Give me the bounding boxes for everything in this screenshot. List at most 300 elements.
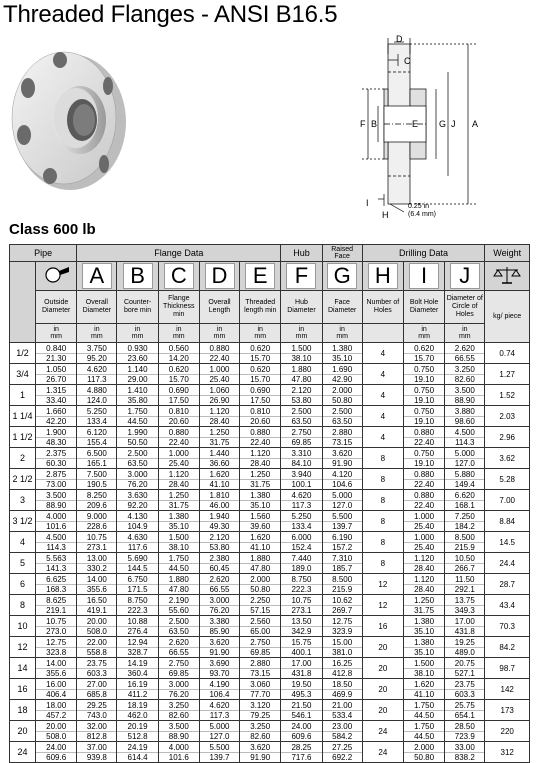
dimension-cell: 3.250 82.60 [158,700,199,721]
dimension-cell: 0.880 22.40 [240,427,281,448]
dimension-cell: 2.500 63.50 [322,406,362,427]
dimension-cell: 1.750 44.50 [403,721,444,742]
letter-f: F [281,262,322,291]
column-label: Threaded length min [240,291,281,324]
weight-cell: 70.3 [485,616,530,637]
dimension-cell: 4.000 101.6 [36,511,77,532]
dimension-cell: 20.00 508.0 [36,721,77,742]
dimension-cell: 5.250 133.4 [281,511,322,532]
weight-cell: 0.74 [485,343,530,364]
dimension-cell: 1.120 28.40 [199,406,239,427]
dimension-cell: 1.140 29.00 [117,364,158,385]
pipe-size-cell: 8 [10,595,36,616]
number-of-holes-cell: 12 [362,595,403,616]
dimension-cell: 1.250 31.75 [199,427,239,448]
letter-d: D [199,262,239,291]
dimension-cell: 6.620 168.1 [445,490,485,511]
weight-cell: 1.27 [485,364,530,385]
dimension-cell: 15.00 381.0 [322,637,362,658]
dimension-cell: 1.940 49.30 [199,511,239,532]
diagram-note-mm: (6.4 mm) [408,211,436,218]
dimension-cell: 2.875 73.00 [36,469,77,490]
dimension-cell: 24.19 614.4 [117,742,158,763]
dimension-cell: 4.620 117.3 [281,490,322,511]
table-row [10,385,530,406]
dim-label-e: E [412,119,419,129]
weight-cell: 3.62 [485,448,530,469]
dimension-cell: 3.620 91.90 [322,448,362,469]
dimension-cell: 1.500 38.10 [281,343,322,364]
dim-label-c: C [404,56,411,66]
dimension-cell: 1.880 47.80 [281,364,322,385]
dimension-cell: 1.990 50.50 [117,427,158,448]
dimension-cell: 3.690 93.70 [199,658,239,679]
dimension-cell: 3.250 82.60 [240,721,281,742]
dimension-cell: 13.50 342.9 [281,616,322,637]
dimension-cell: 2.500 63.50 [117,448,158,469]
dimension-cell: 3.940 100.1 [281,469,322,490]
dimension-cell: 16.19 411.2 [117,679,158,700]
dimension-cell: 28.50 723.9 [445,721,485,742]
dimension-cell: 18.00 457.2 [36,700,77,721]
dimension-cell: 0.750 19.10 [403,364,444,385]
table-row [10,427,530,448]
weight-cell: 14.5 [485,532,530,553]
dimension-cell: 0.750 19.10 [403,385,444,406]
dimension-cell: 0.880 22.40 [158,427,199,448]
dimension-cell: 2.380 60.45 [199,553,239,574]
dimension-cell: 0.880 22.40 [403,469,444,490]
dimension-cell: 1.250 31.75 [403,595,444,616]
dimension-cell: 10.62 269.7 [322,595,362,616]
dimension-cell: 3.000 76.20 [117,469,158,490]
table-row [10,595,530,616]
dimension-cell: 23.75 603.3 [77,658,117,679]
column-label: Number of Holes [362,291,403,324]
weight-cell: 142 [485,679,530,700]
table-row [10,343,530,364]
column-label: Flange Thickness min [158,291,199,324]
number-of-holes-cell: 12 [362,574,403,595]
dimension-cell: 13.75 349.3 [445,595,485,616]
dimension-cell: 6.190 157.2 [322,532,362,553]
dimension-cell: 3.620 91.90 [199,637,239,658]
dimension-cell: 0.750 19.10 [403,448,444,469]
dimension-cell: 6.750 171.5 [117,574,158,595]
dimension-cell: 18.19 462.0 [117,700,158,721]
dimension-cell: 16.50 419.1 [77,595,117,616]
dimension-cell: 8.625 219.1 [36,595,77,616]
dimension-cell: 1.440 36.60 [199,448,239,469]
dimension-cell: 1.660 42.20 [36,406,77,427]
dimension-cell: 1.880 47.80 [240,553,281,574]
dimension-cell: 20.75 527.1 [445,658,485,679]
table-row [10,574,530,595]
dim-label-h: H [382,210,389,220]
dimension-cell: 2.620 66.55 [199,574,239,595]
letter-i: I [403,262,444,291]
dimension-cell: 1.750 44.50 [117,406,158,427]
letter-a: A [77,262,117,291]
dimension-cell: 10.50 266.7 [445,553,485,574]
dimension-cell: 16.00 406.4 [36,679,77,700]
dimension-cell: 13.00 330.2 [77,553,117,574]
group-pipe: Pipe [10,245,77,262]
number-of-holes-cell: 4 [362,385,403,406]
group-flange-data: Flange Data [77,245,281,262]
dimension-cell: 25.75 654.1 [445,700,485,721]
dimension-cell: 1.880 47.80 [158,574,199,595]
dimension-cell: 0.880 22.40 [403,427,444,448]
dimension-cell: 1.380 35.10 [322,343,362,364]
flange-spec-table [9,244,530,763]
weight-cell: 312 [485,742,530,763]
dimension-cell: 1.380 35.10 [158,511,199,532]
column-label: Counter- bore min [117,291,158,324]
dimension-cell: 21.50 546.1 [281,700,322,721]
group-drilling-data: Drilling Data [362,245,485,262]
dimension-cell: 0.750 19.10 [403,406,444,427]
class-title: Class 600 lb [9,221,96,238]
column-label: Diameter of Circle of Holes [445,291,485,324]
weight-cell: 28.7 [485,574,530,595]
weight-cell: 2.96 [485,427,530,448]
dimension-cell: 1.380 35.10 [403,637,444,658]
number-of-holes-cell: 8 [362,532,403,553]
dimension-cell: 10.75 273.0 [36,616,77,637]
pipe-size-cell: 4 [10,532,36,553]
table-row [10,448,530,469]
pipe-size-cell: 18 [10,700,36,721]
column-unit: in mm [240,324,281,343]
dimension-cell: 1.120 28.40 [403,574,444,595]
number-of-holes-cell: 4 [362,406,403,427]
dimension-cell: 28.25 717.6 [281,742,322,763]
dimension-cell: 14.19 360.4 [117,658,158,679]
weight-cell: 7.00 [485,490,530,511]
dimension-cell: 0.620 15.70 [240,343,281,364]
dimension-cell: 2.120 53.80 [199,532,239,553]
pipe-size-cell: 10 [10,616,36,637]
dim-label-i: I [366,198,369,208]
dimension-cell: 19.50 495.3 [281,679,322,700]
dimension-cell: 1.315 33.40 [36,385,77,406]
dimension-cell: 37.00 939.8 [77,742,117,763]
letter-g: G [322,262,362,291]
dimension-cell: 0.810 20.60 [158,406,199,427]
dimension-cell: 1.410 35.80 [117,385,158,406]
weight-cell: 43.4 [485,595,530,616]
dimension-cell: 7.500 190.5 [77,469,117,490]
dimension-cell: 23.00 584.2 [322,721,362,742]
weight-cell: 220 [485,721,530,742]
dimension-cell: 2.750 69.85 [240,637,281,658]
number-of-holes-cell: 20 [362,679,403,700]
dimension-cell: 1.050 26.70 [36,364,77,385]
dimension-cell: 5.500 139.7 [199,742,239,763]
number-of-holes-cell: 4 [362,364,403,385]
dim-label-f: F [360,119,366,129]
dimension-cell: 1.000 25.40 [199,364,239,385]
letter-b: B [117,262,158,291]
dimension-cell: 4.620 117.3 [199,700,239,721]
dimension-cell: 0.840 21.30 [36,343,77,364]
number-of-holes-cell: 8 [362,511,403,532]
dimension-cell: 4.630 117.6 [117,532,158,553]
dimension-cell: 5.000 127.0 [199,721,239,742]
column-label: Bolt Hole Diameter [403,291,444,324]
dimension-cell: 2.620 66.55 [445,343,485,364]
table-row [10,406,530,427]
dimension-cell: 2.500 63.50 [158,616,199,637]
weight-unit-header: kg/ piece [485,291,530,343]
dimension-cell: 0.810 20.60 [240,406,281,427]
diagram-note-in: 0.25 in [408,203,430,210]
dimension-cell: 1.060 26.90 [199,385,239,406]
pipe-size-cell: 1 1/4 [10,406,36,427]
dimension-cell: 27.00 685.8 [77,679,117,700]
pipe-wrench-icon [36,262,77,291]
column-label: Face Diameter [322,291,362,324]
pipe-size-cell: 1/2 [10,343,36,364]
dimension-cell: 3.500 88.90 [36,490,77,511]
dimension-cell: 5.000 127.0 [445,448,485,469]
column-unit: in mm [77,324,117,343]
table-row [10,616,530,637]
table-row [10,721,530,742]
group-hub: Hub [281,245,322,262]
column-unit: in mm [36,324,77,343]
number-of-holes-cell: 8 [362,490,403,511]
pipe-size-cell: 5 [10,553,36,574]
dimension-cell: 2.000 50.80 [240,574,281,595]
dimension-cell: 6.500 165.1 [77,448,117,469]
letter-c: C [158,262,199,291]
dimension-cell: 6.000 152.4 [281,532,322,553]
letter-j: J [445,262,485,291]
table-row [10,469,530,490]
dimension-cell: 3.310 84.10 [281,448,322,469]
dimension-cell: 20.00 508.0 [77,616,117,637]
dimension-cell: 12.75 323.9 [322,616,362,637]
weight-cell: 8.84 [485,511,530,532]
dimension-cell: 4.130 104.9 [117,511,158,532]
weight-cell: 98.7 [485,658,530,679]
number-of-holes-cell: 24 [362,742,403,763]
dimension-cell: 27.25 692.2 [322,742,362,763]
dimension-cell: 19.25 489.0 [445,637,485,658]
dimension-cell: 8.750 222.3 [281,574,322,595]
pipe-size-cell: 12 [10,637,36,658]
table-row [10,553,530,574]
table-row [10,637,530,658]
dimension-cell: 0.620 15.70 [403,343,444,364]
dim-label-d: D [396,34,403,44]
dimension-cell: 3.000 76.20 [158,679,199,700]
dimension-cell: 1.000 25.40 [403,511,444,532]
number-of-holes-cell: 8 [362,448,403,469]
dim-label-g: G [439,119,447,129]
dimension-cell: 4.500 114.3 [36,532,77,553]
dimension-cell: 3.060 77.70 [240,679,281,700]
dimension-cell: 1.500 38.10 [158,532,199,553]
column-unit: in mm [403,324,444,343]
number-of-holes-cell: 4 [362,343,403,364]
dimension-cell: 0.880 22.40 [403,490,444,511]
dimension-cell: 1.250 31.75 [158,490,199,511]
dimension-cell: 4.120 104.6 [322,469,362,490]
dimension-cell: 4.620 117.3 [77,364,117,385]
dimension-cell: 1.120 28.40 [240,448,281,469]
column-label: Outside Diameter [36,291,77,324]
dimension-cell: 2.880 73.15 [322,427,362,448]
scale-icon [485,262,530,291]
dimension-cell: 18.50 469.9 [322,679,362,700]
dimension-cell: 22.00 558.8 [77,637,117,658]
pipe-size-cell: 6 [10,574,36,595]
dimension-cell: 1.500 38.10 [403,658,444,679]
pipe-size-cell: 1 1/2 [10,427,36,448]
dimension-cell: 7.250 184.2 [445,511,485,532]
dimension-cell: 1.900 48.30 [36,427,77,448]
dimension-cell: 0.620 15.70 [158,364,199,385]
dimension-cell: 0.930 23.60 [117,343,158,364]
dimension-cell: 1.380 35.10 [403,616,444,637]
dimension-cell: 7.440 189.0 [281,553,322,574]
dimension-cell: 2.120 53.80 [281,385,322,406]
flange-dimension-diagram [338,34,538,224]
pipe-size-cell: 24 [10,742,36,763]
dimension-cell: 1.810 46.00 [199,490,239,511]
dim-label-b: B [371,119,378,129]
pipe-size-cell: 14 [10,658,36,679]
pipe-size-cell: 16 [10,679,36,700]
dimension-cell: 2.000 50.80 [403,742,444,763]
dimension-cell: 12.94 328.7 [117,637,158,658]
dimension-cell: 0.690 17.50 [158,385,199,406]
dimension-cell: 11.50 292.1 [445,574,485,595]
column-label: Hub Diameter [281,291,322,324]
dimension-cell: 2.560 65.00 [240,616,281,637]
dimension-cell: 3.620 91.90 [240,742,281,763]
dimension-cell: 0.560 14.20 [158,343,199,364]
dimension-cell: 1.380 35.10 [240,490,281,511]
dimension-cell: 3.750 95.20 [77,343,117,364]
dimension-cell: 23.75 603.3 [445,679,485,700]
number-of-holes-cell: 20 [362,637,403,658]
group-weight: Weight [485,245,530,262]
dimension-cell: 2.750 69.85 [158,658,199,679]
dim-label-j: J [451,119,456,129]
dimension-cell: 8.750 222.3 [117,595,158,616]
dimension-cell: 12.75 323.8 [36,637,77,658]
dimension-cell: 8.500 215.9 [322,574,362,595]
flange-illustration [8,40,128,195]
dimension-cell: 32.00 812.8 [77,721,117,742]
dimension-cell: 0.620 15.70 [240,364,281,385]
column-unit: in mm [445,324,485,343]
weight-cell: 5.28 [485,469,530,490]
dimension-cell: 1.750 44.50 [403,700,444,721]
weight-cell: 24.4 [485,553,530,574]
column-unit: in mm [199,324,239,343]
dimension-cell: 1.620 41.10 [199,469,239,490]
dimension-cell: 2.190 55.60 [158,595,199,616]
dimension-cell: 2.880 73.15 [240,658,281,679]
dimension-cell: 3.500 88.90 [158,721,199,742]
dimension-cell: 0.690 17.50 [240,385,281,406]
pipe-size-cell: 3 1/2 [10,511,36,532]
dimension-cell: 10.75 273.1 [77,532,117,553]
table-row [10,679,530,700]
table-row [10,742,530,763]
dimension-cell: 2.620 66.55 [158,637,199,658]
dimension-cell: 5.563 141.3 [36,553,77,574]
weight-cell: 84.2 [485,637,530,658]
dimension-cell: 6.120 155.4 [77,427,117,448]
pipe-size-cell: 1 [10,385,36,406]
column-label: Overall Diameter [77,291,117,324]
dimension-cell: 1.120 28.40 [158,469,199,490]
number-of-holes-cell: 16 [362,616,403,637]
dimension-cell: 3.880 98.60 [445,406,485,427]
dimension-cell: 1.560 39.60 [240,511,281,532]
column-unit [362,324,403,343]
dimension-cell: 14.00 355.6 [36,658,77,679]
number-of-holes-cell: 4 [362,427,403,448]
dimension-cell: 33.00 838.2 [445,742,485,763]
dimension-cell: 4.190 106.4 [199,679,239,700]
dimension-cell: 4.500 114.3 [445,427,485,448]
dimension-cell: 6.625 168.3 [36,574,77,595]
dimension-cell: 17.00 431.8 [281,658,322,679]
dimension-cell: 1.620 41.10 [403,679,444,700]
dimension-cell: 3.630 92.20 [117,490,158,511]
nominal-pipe-size-header [10,262,36,343]
dimension-cell: 1.690 42.90 [322,364,362,385]
pipe-size-cell: 3 [10,490,36,511]
dimension-cell: 24.00 609.6 [36,742,77,763]
dimension-cell: 5.880 149.4 [445,469,485,490]
column-unit: in mm [117,324,158,343]
pipe-size-cell: 20 [10,721,36,742]
dimension-cell: 4.880 124.0 [77,385,117,406]
dimension-cell: 17.00 431.8 [445,616,485,637]
pipe-size-cell: 2 1/2 [10,469,36,490]
dimension-cell: 5.000 127.0 [322,490,362,511]
weight-cell: 1.52 [485,385,530,406]
letter-e: E [240,262,281,291]
number-of-holes-cell: 24 [362,721,403,742]
dimension-cell: 9.000 228.6 [77,511,117,532]
dimension-cell: 0.880 22.40 [199,343,239,364]
table-row [10,364,530,385]
dimension-cell: 5.250 133.4 [77,406,117,427]
dimension-cell: 1.000 25.40 [158,448,199,469]
pipe-size-cell: 2 [10,448,36,469]
number-of-holes-cell: 8 [362,553,403,574]
page-title: Threaded Flanges - ANSI B16.5 [3,1,338,28]
dimension-cell: 8.500 215.9 [445,532,485,553]
column-label: Overall Length [199,291,239,324]
dimension-cell: 5.500 139.7 [322,511,362,532]
dimension-cell: 3.120 79.25 [240,700,281,721]
number-of-holes-cell: 20 [362,700,403,721]
dimension-cell: 3.250 82.60 [445,364,485,385]
dimension-cell: 10.75 273.1 [281,595,322,616]
dimension-cell: 1.620 41.10 [240,532,281,553]
dimension-cell: 1.120 28.40 [403,553,444,574]
